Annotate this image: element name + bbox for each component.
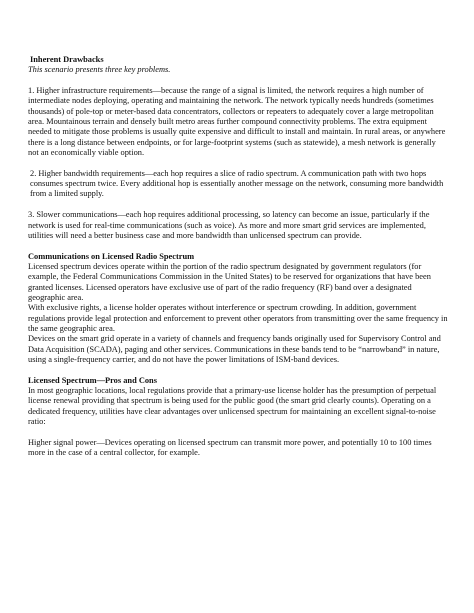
paragraph-licensed-3: Devices on the smart grid operate in a variety of channels and frequency bands originally used for Supervisory Control and Data Acquisition (SCADA), paging and other services. Communications in these bands tend to be “narrowband” in nature, using a single-frequency carrier, and do not have the power limitations of ISM-band devices. [28,334,441,364]
paragraph-point-3: 3. Slower communications—each hop requires additional processing, so latency can become an issue, particularly if the network is used for real-time communications (such as voice). As more and more smart grid services are implemented, utilities will need a better business case and more bandwidth than unlicensed spectrum can provide. [28,210,430,240]
spacer [28,76,448,86]
paragraph-pros-cons-2: Higher signal power—Devices operating on licensed spectrum can transmit more power, and potentially 10 to 100 times more in the case of a central collector, for example. [28,437,432,458]
spacer [28,427,448,437]
paragraph-pros-cons-1: In most geographic locations, local regulations provide that a primary-use license holder has the presumption of perpetual license renewal providing that spectrum is being used for the public good (the smart grid clearly counts). Operating on a dedicated frequency, utilities have clear advantages over unlicensed spectrum for maintaining an excellent signal-to-noise ratio: [28,386,437,427]
document-page [28,55,448,458]
section-heading-inherent-drawbacks: Inherent Drawbacks [30,55,104,64]
paragraph-point-1: 1. Higher infrastructure requirements—because the range of a signal is limited, the network requires a high number of intermediate nodes deploying, operating and maintaining the network. The network typically needs hundreds (sometimes thousands) of pole-top or meter-based data concentrators, collectors or repeaters to adequately cover a large metropolitan area. Mountainous terrain and densely built metro areas further compound connectivity problems. The extra equipment needed to mitigate those problems is usually quite expensive and difficult to install and maintain. In rural areas, or anywhere there is a long distance between endpoints, or for large-footprint systems (such as statewide), a mesh network is generally not an economically viable option. [28,86,446,158]
paragraph-point-2: 2. Higher bandwidth requirements—each hop requires a slice of radio spectrum. A communication path with two hops consumes spectrum twice. Every additional hop is essentially another message on the network, consuming more bandwidth from a limited supply. [30,168,444,199]
section-subtitle: This scenario presents three key problems. [28,65,171,75]
paragraph-licensed-2: With exclusive rights, a license holder operates without interference or spectrum crowding. In addition, government regulations provide legal protection and enforcement to prevent other operators from transmitting over the same frequency in the same geographic area. [28,303,448,333]
spacer [28,158,448,168]
spacer [28,200,448,210]
spacer [28,365,448,375]
section-heading-licensed-spectrum: Communications on Licensed Radio Spectrum [28,251,195,261]
section-heading-pros-cons: Licensed Spectrum—Pros and Cons [28,375,157,385]
paragraph-licensed-1: Licensed spectrum devices operate within the portion of the radio spectrum designated by government regulators (for example, the Federal Communications Commission in the United States) to be reserved for organizations that have been granted licenses. Licensed operators have exclusive use of part of the radio frequency (RF) band over a designated geographic area. [28,261,431,302]
spacer [28,241,448,251]
